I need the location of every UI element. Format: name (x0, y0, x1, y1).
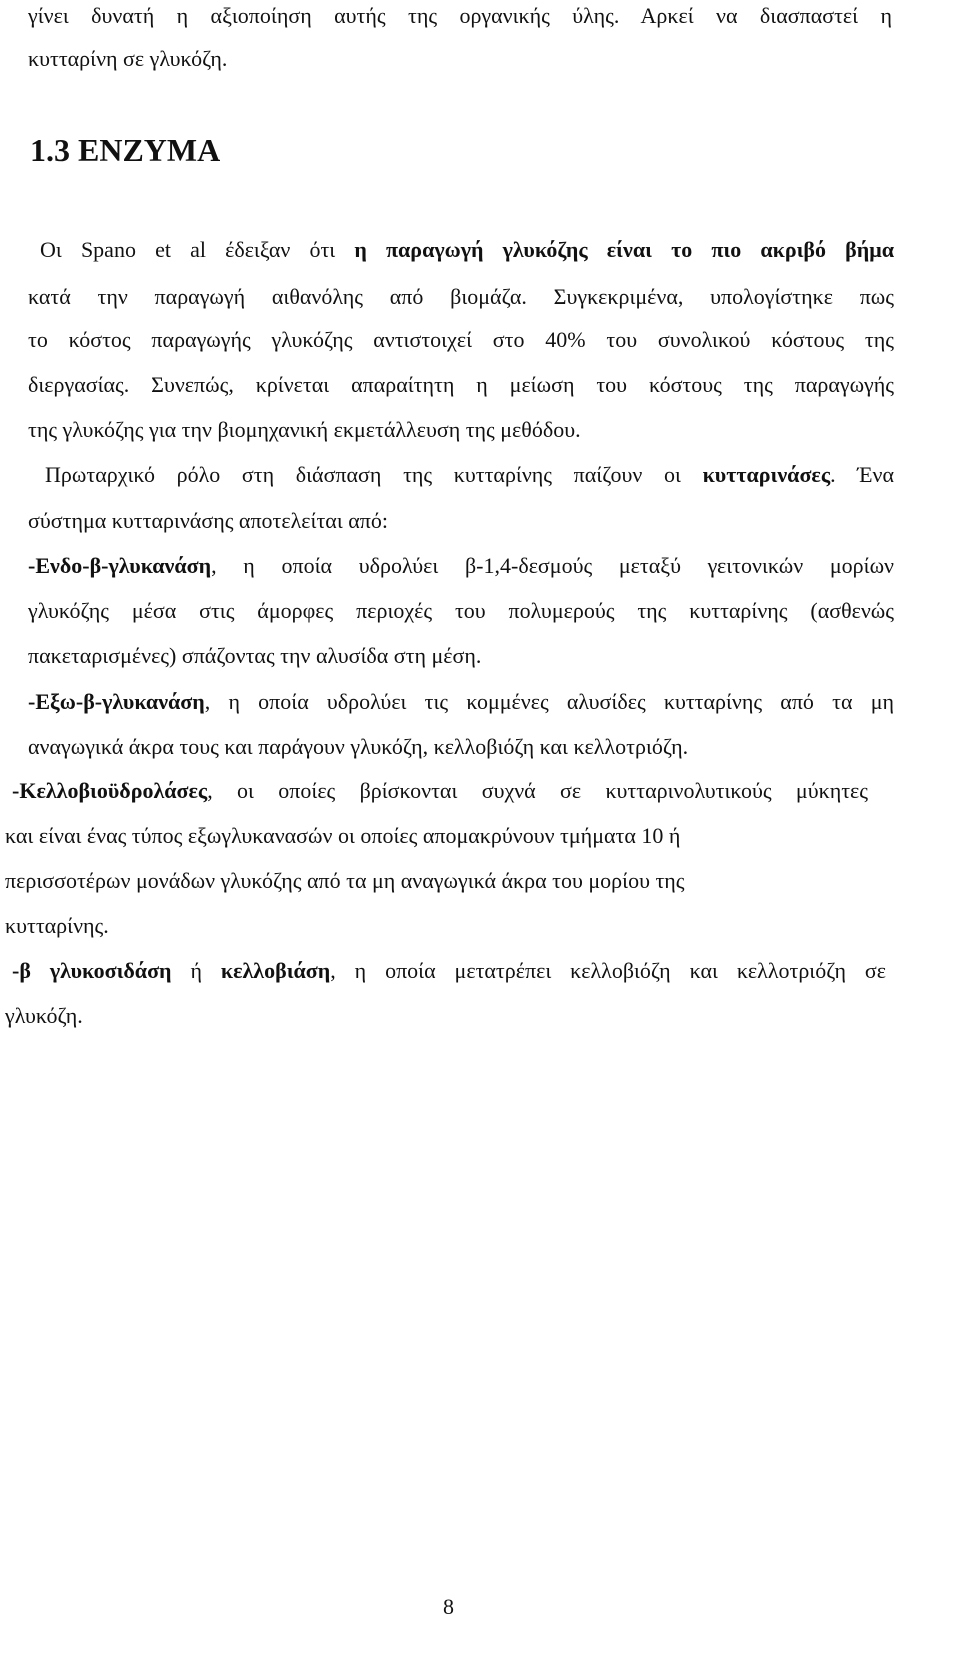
paragraph1-emphasis: η παραγωγή γλυκόζης είναι το πιο ακριβό βήμα (354, 237, 894, 262)
endo-text: , η οποία υδρολύει β-1,4-δεσμούς μεταξύ γειτονικών μορίων (211, 553, 894, 578)
intro-line-2: κυτταρίνη σε γλυκόζη. (28, 46, 228, 71)
beta-text: , η οποία μετατρέπει κελλοβιόζη και κελλοτριόζη σε (330, 958, 886, 983)
cello-line-4: κυτταρίνης. (5, 913, 109, 938)
cello-text: , οι οποίες βρίσκονται συχνά σε κυτταρινολυτικούς μύκητες (207, 778, 868, 803)
exo-text: , η οποία υδρολύει τις κομμένες αλυσίδες κυτταρίνης από τα μη (204, 689, 894, 714)
exo-term: -Εξω-β-γλυκανάση (28, 689, 205, 714)
beta-line-1 (12, 957, 886, 985)
paragraph2-line-1 (45, 461, 894, 489)
paragraph1-line-5: της γλυκόζης για την βιομηχανική εκμετάλλευση της μεθόδου. (28, 417, 581, 442)
paragraph1-text: Οι Spano et al έδειξαν ότι (40, 237, 355, 262)
cello-line-2: και είναι ένας τύπος εξωγλυκανασών οι οποίες απομακρύνουν τμήματα 10 ή (5, 823, 681, 848)
intro-line-1: γίνει δυνατή η αξιοποίηση αυτής της οργανικής ύλης. Αρκεί να διασπαστεί η (28, 3, 892, 28)
paragraph2-line-2: σύστημα κυτταρινάσης αποτελείται από: (28, 508, 388, 533)
beta-line-2: γλυκόζη. (5, 1003, 83, 1028)
paragraph1-line-1 (40, 236, 894, 264)
endo-term: -Ενδο-β-γλυκανάση (28, 553, 212, 578)
endo-line-1 (28, 552, 894, 580)
beta-connector: ή (171, 958, 221, 983)
paragraph2-text: Πρωταρχικό ρόλο στη διάσπαση της κυτταρίνης παίζουν οι (45, 462, 703, 487)
endo-line-3: πακεταρισμένες) σπάζοντας την αλυσίδα στη μέση. (28, 643, 482, 668)
beta-term-2: κελλοβιάση (220, 958, 331, 983)
exo-line-1 (28, 688, 894, 716)
beta-term-1: -β γλυκοσιδάση (12, 958, 172, 983)
endo-line-2: γλυκόζης μέσα στις άμορφες περιοχές του πολυμερούς της κυτταρίνης (ασθενώς (28, 598, 894, 623)
section-heading: 1.3 ΕΝΖΥΜΑ (30, 132, 221, 168)
cello-term: -Κελλοβιοϋδρολάσες (12, 778, 208, 803)
cello-line-3: περισσοτέρων μονάδων γλυκόζης από τα μη αναγωγικά άκρα του μορίου της (5, 868, 685, 893)
paragraph2-text-end: . Ένα (830, 462, 894, 487)
paragraph2-emphasis: κυτταρινάσες (702, 462, 831, 487)
paragraph1-line-2: κατά την παραγωγή αιθανόλης από βιομάζα. Συγκεκριμένα, υπολογίστηκε πως (28, 284, 894, 309)
page-number: 8 (443, 1594, 454, 1619)
cello-line-1 (12, 777, 868, 805)
paragraph1-line-4: διεργασίας. Συνεπώς, κρίνεται απαραίτητη η μείωση του κόστους της παραγωγής (28, 372, 894, 397)
exo-line-2: αναγωγικά άκρα τους και παράγουν γλυκόζη, κελλοβιόζη και κελλοτριόζη. (28, 734, 689, 759)
paragraph1-line-3: το κόστος παραγωγής γλυκόζης αντιστοιχεί στο 40% του συνολικού κόστους της (28, 327, 894, 352)
